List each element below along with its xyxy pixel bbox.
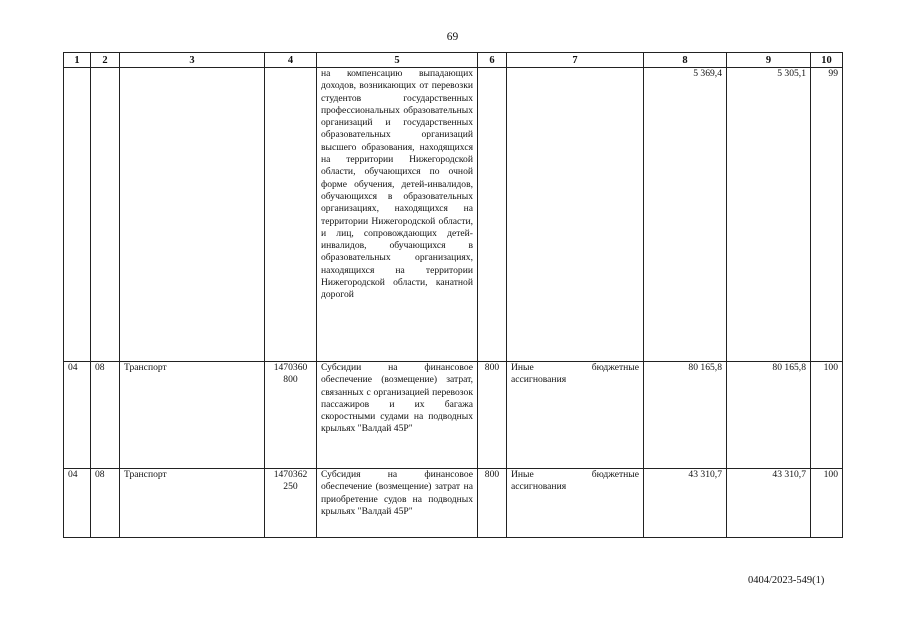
page-number: 69 (446, 31, 459, 43)
cell-description: на компенсацию выпадающих доходов, возникающих от перевозки студентов государственных профессиональных образовательных организаций и государственных образовательных организаций высшего образования, находящихся на территории Нижегородской области, обучающихся по очной форме обучения, детей-инвалидов, обучающихся в образовательных организациях, находящихся на территории Нижегородской области, и лиц, сопровождающих детей-инвалидов, обучающихся в образовательных организациях, находящихся на территории Нижегородской области, канатной дорогой (317, 68, 478, 362)
document-code: 0404/2023-549(1) (748, 575, 825, 586)
cell-expense-type (478, 68, 507, 362)
column-header: 5 (317, 53, 478, 68)
cell-plan-amount: 80 165,8 (644, 362, 727, 469)
cell-section (64, 68, 91, 362)
cell-actual-amount: 43 310,7 (727, 469, 811, 538)
cell-name: Транспорт (120, 469, 265, 538)
cell-name (120, 68, 265, 362)
column-header: 1 (64, 53, 91, 68)
cell-expense-name (507, 68, 644, 362)
cell-actual-amount: 5 305,1 (727, 68, 811, 362)
budget-table (63, 52, 843, 538)
cell-percent: 99 (811, 68, 843, 362)
cell-subsection (91, 68, 120, 362)
cell-target-code: 1470362 250 (265, 469, 317, 538)
cell-name: Транспорт (120, 362, 265, 469)
cell-percent: 100 (811, 362, 843, 469)
cell-plan-amount: 5 369,4 (644, 68, 727, 362)
table-row (64, 68, 843, 362)
cell-subsection: 08 (91, 362, 120, 469)
cell-expense-name: Иные бюджетные ассигнования (507, 469, 644, 538)
table-row (64, 469, 843, 538)
cell-plan-amount: 43 310,7 (644, 469, 727, 538)
column-header: 6 (478, 53, 507, 68)
column-header: 8 (644, 53, 727, 68)
cell-expense-type: 800 (478, 362, 507, 469)
header-row (64, 53, 843, 68)
cell-description: Субсидия на финансовое обеспечение (возмещение) затрат на приобретение судов на подводных крыльях "Валдай 45Р" (317, 469, 478, 538)
column-header: 9 (727, 53, 811, 68)
column-header: 4 (265, 53, 317, 68)
cell-subsection: 08 (91, 469, 120, 538)
cell-percent: 100 (811, 469, 843, 538)
cell-target-code: 1470360 800 (265, 362, 317, 469)
cell-description: Субсидии на финансовое обеспечение (возмещение) затрат, связанных с организацией перевозок пассажиров и их багажа скоростными судами на подводных крыльях "Валдай 45Р" (317, 362, 478, 469)
column-header: 10 (811, 53, 843, 68)
column-header: 3 (120, 53, 265, 68)
cell-section: 04 (64, 362, 91, 469)
cell-expense-type: 800 (478, 469, 507, 538)
cell-target-code (265, 68, 317, 362)
cell-expense-name: Иные бюджетные ассигнования (507, 362, 644, 469)
cell-section: 04 (64, 469, 91, 538)
column-header: 2 (91, 53, 120, 68)
column-header: 7 (507, 53, 644, 68)
cell-actual-amount: 80 165,8 (727, 362, 811, 469)
table-row (64, 362, 843, 469)
